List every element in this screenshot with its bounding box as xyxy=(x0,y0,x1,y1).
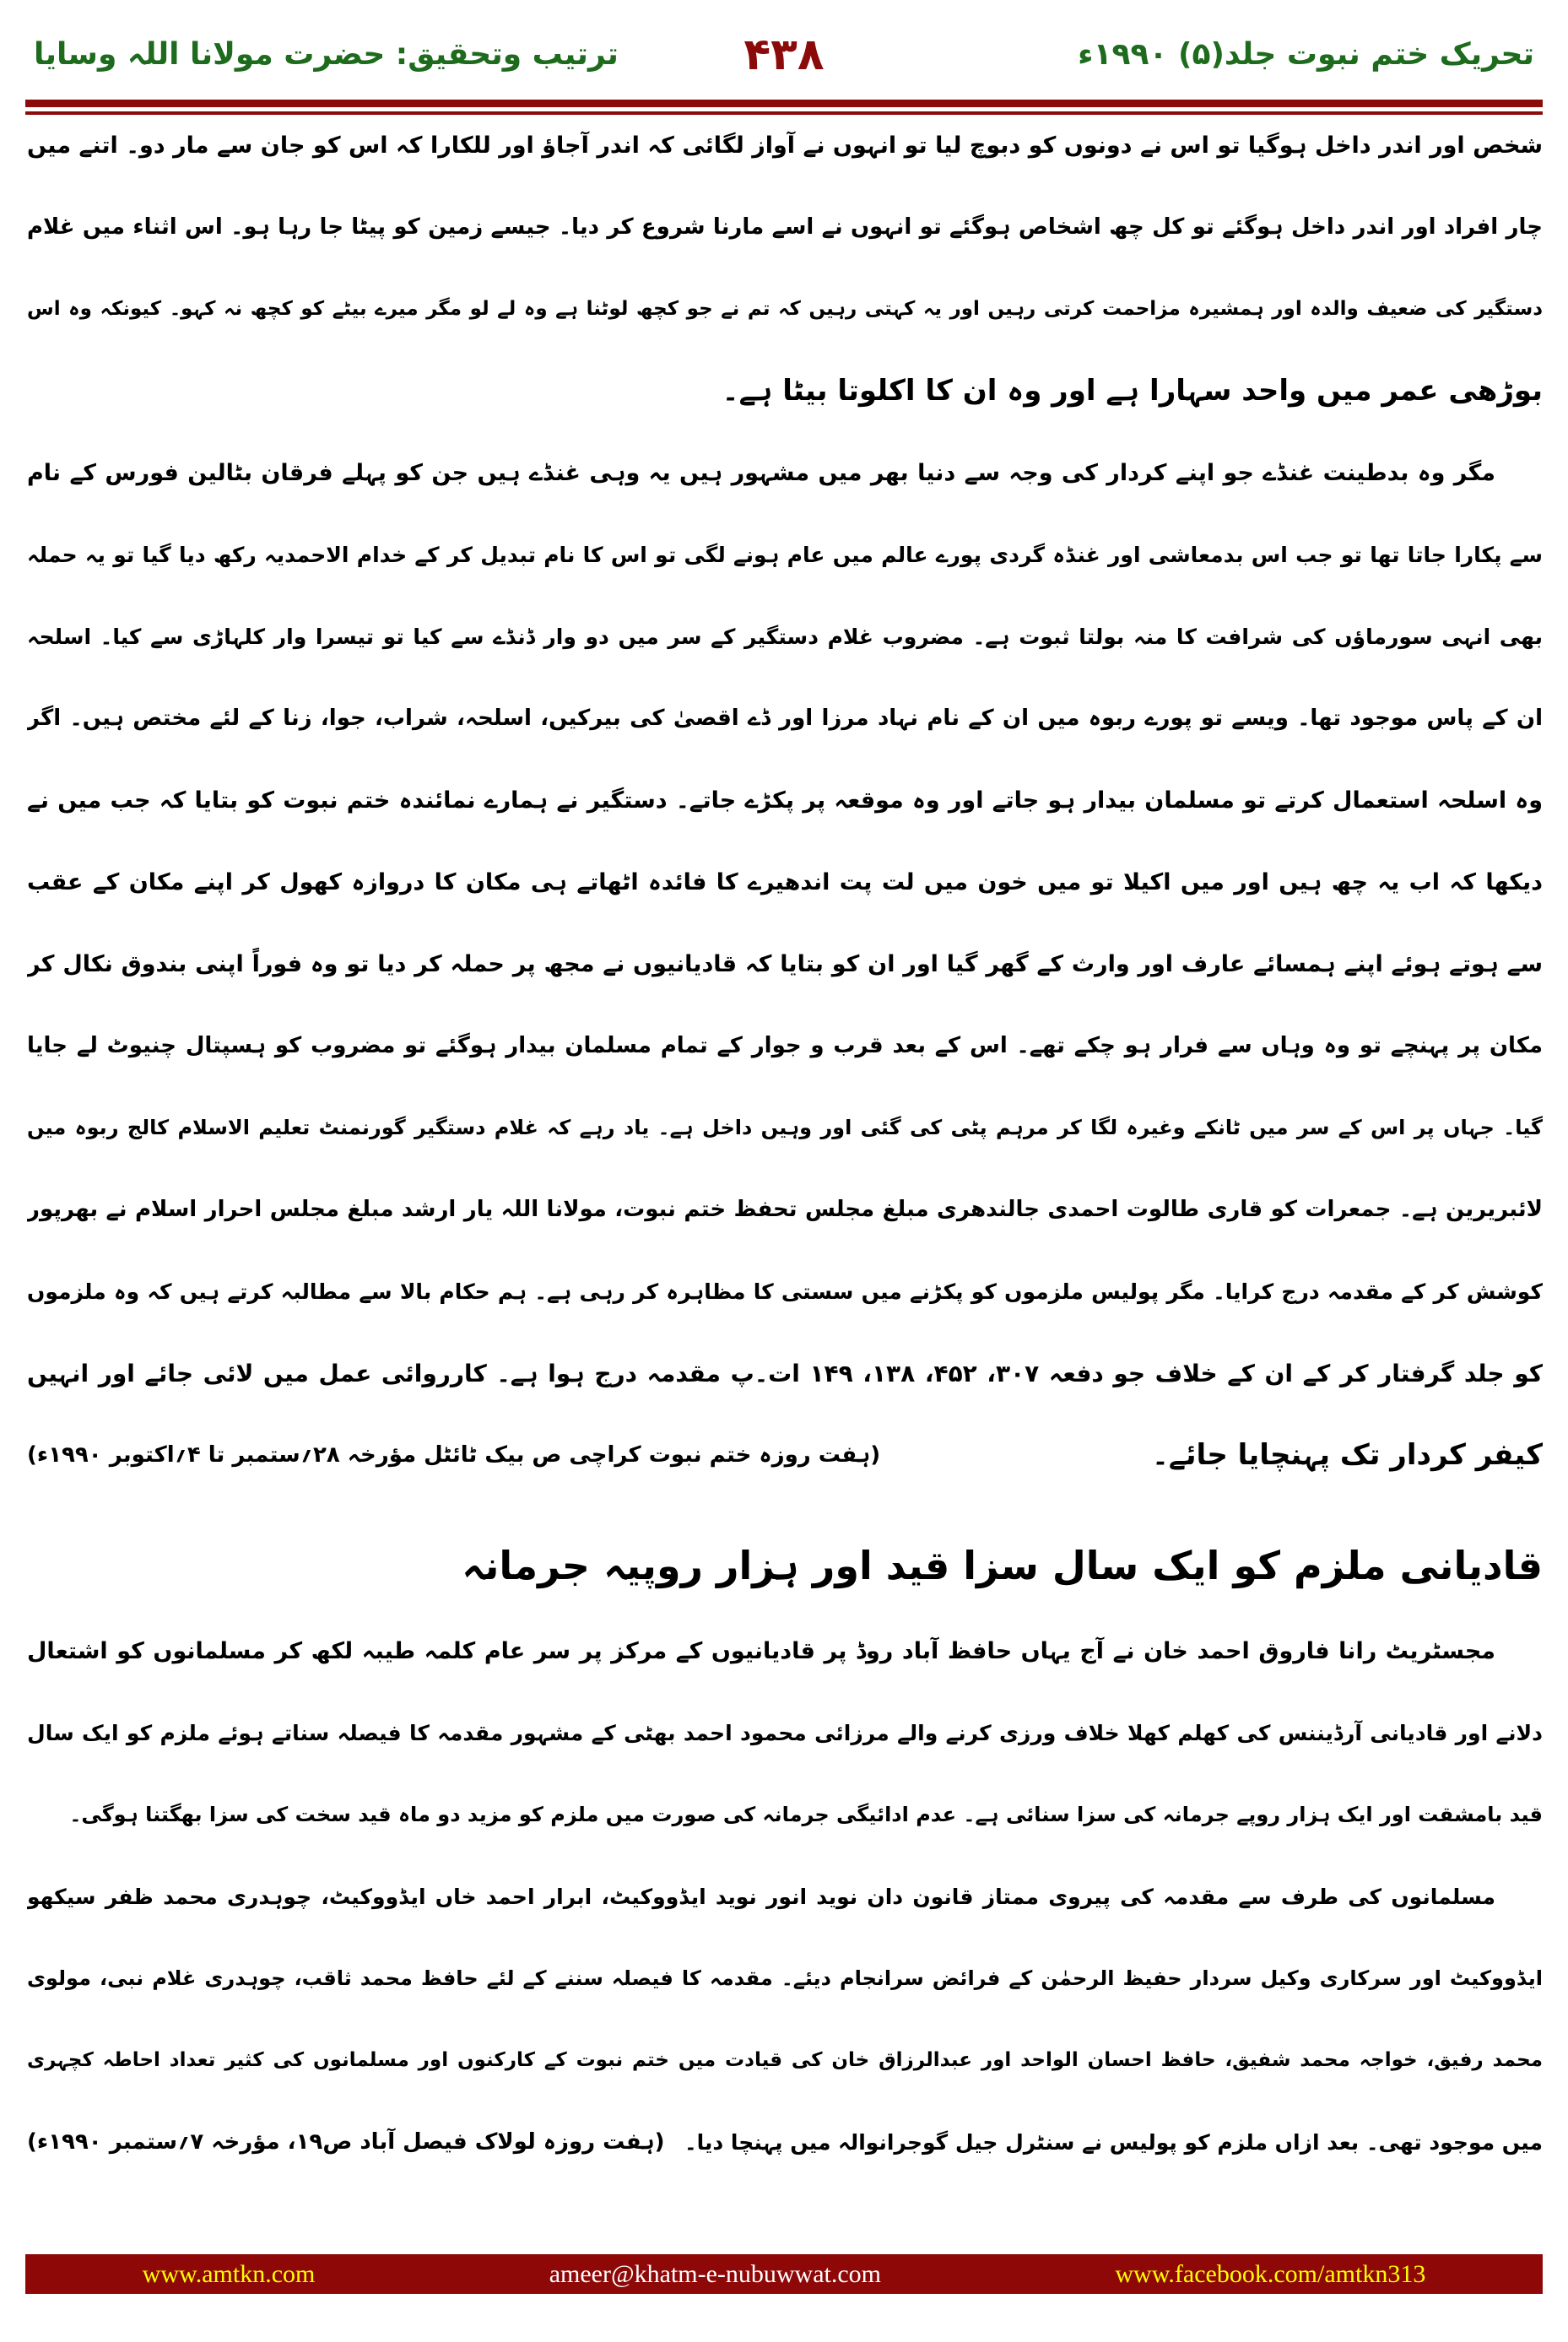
text-line: دستگیر کی ضعیف والدہ اور ہمشیرہ مزاحمت کرتی رہیں اور یہ کہتی رہیں کہ تم نے جو کچھ لوٹنا ہے وہ لے لو مگر میرے بیٹے کو کچھ نہ کہو۔ کیونکہ وہ اس xyxy=(27,298,1543,320)
text-line: محمد رفیق، خواجہ محمد شفیق، حافظ احسان الواحد اور عبدالرزاق خان کی قیادت میں ختم نبوت کے کارکنوں اور مسلمانوں کی کثیر تعداد احاطہ کچہری xyxy=(27,2049,1543,2071)
text-line: مسلمانوں کی طرف سے مقدمہ کی پیروی ممتاز قانون دان نوید انور نوید ایڈووکیٹ، ابرار احمد خاں ایڈووکیٹ، چوہدری محمد ظفر سیکھو xyxy=(27,1885,1495,1909)
text-line: لائبریرین ہے۔ جمعرات کو قاری طالوت احمدی جالندھری مبلغ مجلس تحفظ ختم نبوت، مولانا اللہ یار ارشد مبلغ مجلس احرار اسلام نے بھرپور xyxy=(27,1197,1543,1222)
book-title: تحریک ختم نبوت جلد(۵) ۱۹۹۰ء xyxy=(1078,37,1534,72)
text-line: گیا۔ جہاں پر اس کے سر میں ٹانکے وغیرہ لگا کر مرہم پٹی کی گئی اور وہیں داخل ہے۔ یاد رہے کہ غلام دستگیر گورنمنٹ تعلیم الاسلام کالج ربوہ میں xyxy=(27,1116,1543,1139)
text-line: کو جلد گرفتار کر کے ان کے خلاف جو دفعہ ۳۰۷، ۴۵۲، ۱۳۸، ۱۴۹ ات۔پ مقدمہ درج ہوا ہے۔ کارروائی عمل میں لائی جائے اور انہیں xyxy=(27,1360,1543,1387)
text-line: کوشش کر کے مقدمہ درج کرایا۔ مگر پولیس ملزموں کو پکڑنے میں سستی کا مظاہرہ کر رہی ہے۔ ہم حکام بالا سے مطالبہ کرتے ہیں کہ وہ ملزموں xyxy=(27,1279,1543,1304)
text-line: میں موجود تھی۔ بعد ازاں ملزم کو پولیس نے سنٹرل جیل گوجرانوالہ میں پہنچا دیا۔ xyxy=(684,2130,1543,2155)
email-link[interactable]: ameer@khatm-e-nubuwwat.com xyxy=(549,2259,882,2288)
text-line: مجسٹریٹ رانا فاروق احمد خان نے آج یہاں حافظ آباد روڈ پر قادیانیوں کے مرکز پر سر عام کلمہ طیبہ لکھ کر مسلمانوں کو اشتعال xyxy=(27,1638,1495,1664)
article-headline: قادیانی ملزم کو ایک سال سزا قید اور ہزار روپیہ جرمانہ xyxy=(462,1543,1543,1588)
text-line: دلانے اور قادیانی آرڈیننس کی کھلم کھلا خلاف ورزی کرنے والے مرزائی محمود احمد بھٹی کے مشہور مقدمہ کا فیصلہ سناتے ہوئے ملزم کو ایک سال xyxy=(27,1721,1543,1745)
text-line: ان کے پاس موجود تھا۔ ویسے تو پورے ربوہ میں ان کے نام نہاد مرزا اور ڈے اقصیٰ کی بیرکیں، اسلحہ، شراب، جوا، زنا کے لئے مختص ہیں۔ اگر xyxy=(27,706,1543,731)
article-body-2 xyxy=(27,1610,1543,2183)
text-line: بھی انہی سورماؤں کی شرافت کا منہ بولتا ثبوت ہے۔ مضروب غلام دستگیر کے سر میں دو وار ڈنڈے سے کیا تو تیسرا وار کلہاڑی سے کیا۔ اسلحہ xyxy=(27,625,1543,649)
source-citation: (ہفت روزہ ختم نبوت کراچی ص بیک ٹائٹل مؤرخہ ۲۸؍ستمبر تا ۴؍اکتوبر ۱۹۹۰ء) xyxy=(27,1442,881,1468)
source-citation: (ہفت روزہ لولاک فیصل آباد ص۱۹، مؤرخہ ۷؍ستمبر ۱۹۹۰ء) xyxy=(27,2129,665,2155)
text-line: وہ اسلحہ استعمال کرتے تو مسلمان بیدار ہو جاتے اور وہ موقعہ پر پکڑے جاتے۔ دستگیر نے ہمارے نمائندہ ختم نبوت کو بتایا کہ جب میں نے xyxy=(27,787,1543,814)
website-link[interactable]: www.amtkn.com xyxy=(142,2259,316,2288)
text-line: سے پکارا جاتا تھا تو جب اس بدمعاشی اور غنڈہ گردی پورے عالم میں عام ہونے لگی تو اس کا نام تبدیل کر کے خدام الاحمدیہ رکھ دیا گیا تو یہ حملہ xyxy=(27,543,1543,567)
text-line: چار افراد اور اندر داخل ہوگئے تو کل چھ اشخاص ہوگئے تو انہوں نے اسے مارنا شروع کر دیا۔ جیسے زمین کو پیٹا جا رہا ہو۔ اس اثناء میں غلام xyxy=(27,214,1543,240)
text-line: مکان پر پہنچے تو وہ وہاں سے فرار ہو چکے تھے۔ اس کے بعد قرب و جوار کے تمام مسلمان بیدار ہوگئے تو مضروب کو ہسپتال چنیوٹ لے جایا xyxy=(27,1033,1543,1058)
text-line-with-citation xyxy=(27,2101,1543,2183)
text-line-with-citation xyxy=(27,1414,1543,1496)
text-line: مگر وہ بدطینت غنڈے جو اپنے کردار کی وجہ سے دنیا بھر میں مشہور ہیں یہ وہی غنڈے ہیں جن کو پہلے فرقان بٹالین فورس کے نام xyxy=(27,460,1495,486)
page-number: ۴۳۸ xyxy=(743,30,825,80)
article-body-1 xyxy=(27,105,1543,1496)
text-line: دیکھا کہ اب یہ چھ ہیں اور میں اکیلا تو میں خون میں لت پت اندھیرے کا فائدہ اٹھاتے ہی مکان کا دروازہ کھول کر اپنے مکان کے عقب xyxy=(27,869,1543,895)
footer-bar xyxy=(25,2254,1543,2294)
text-line: شخص اور اندر داخل ہوگیا تو اس نے دونوں کو دبوچ لیا تو انہوں نے آواز لگائی کہ اندر آجاؤ اور للکارا کہ اس کو جان سے مار دو۔ اتنے میں xyxy=(27,133,1543,159)
text-line: ایڈووکیٹ اور سرکاری وکیل سردار حفیظ الرحمٰن کے فرائض سرانجام دیئے۔ مقدمہ کا فیصلہ سننے کے لئے حافظ محمد ثاقب، چوہدری غلام نبی، مولوی xyxy=(27,1966,1543,1990)
text-line: بوڑھی عمر میں واحد سہارا ہے اور وہ ان کا اکلوتا بیٹا ہے۔ xyxy=(722,374,1543,408)
compiler-credit: ترتیب وتحقیق: حضرت مولانا اللہ وسایا xyxy=(34,37,619,72)
text-line: کیفر کردار تک پہنچایا جائے۔ xyxy=(1151,1438,1543,1472)
facebook-link[interactable]: www.facebook.com/amtkn313 xyxy=(1115,2259,1426,2288)
text-line: سے ہوتے ہوئے اپنے ہمسائے عارف اور وارث کے گھر گیا اور ان کو بتایا کہ قادیانیوں نے مجھ پر حملہ کر دیا تو وہ فوراً اپنی بندوق نکال کر xyxy=(27,951,1543,977)
text-line: قید بامشقت اور ایک ہزار روپے جرمانہ کی سزا سنائی ہے۔ عدم ادائیگی جرمانہ کی صورت میں ملزم کو مزید دو ماہ قید سخت کی سزا بھگتنا ہوگی۔ xyxy=(69,1803,1543,1826)
